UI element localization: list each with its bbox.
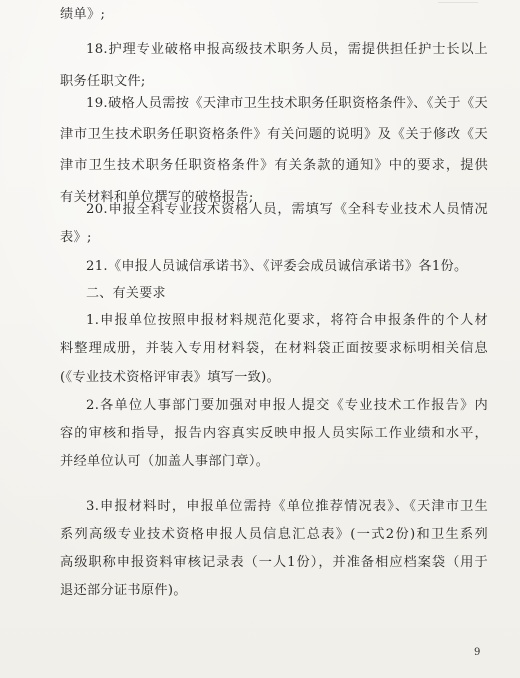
text-line: 系列高级专业技术资格申报人员信息汇总表》(一式2份)和卫生系列 (60, 527, 488, 542)
text-line: 18.护理专业破格申报高级技术职务人员，需提供担任护士长以上 (86, 42, 488, 57)
text-line: 20.申报全科专业技术资格人员，需填写《全科专业技术人员情况 (86, 202, 488, 217)
text-line: 津市卫生技术职务任职资格条件》有关问题的说明》及《关于修改《天 (60, 127, 488, 142)
text-line: 21.《申报人员诚信承诺书》、《评委会成员诚信承诺书》各1份。 (86, 259, 468, 274)
text-line: 绩单》; (60, 7, 106, 22)
text-line: 3.申报材料时，申报单位需持《单位推荐情况表》、《天津市卫生 (86, 499, 488, 514)
page-number: 9 (474, 647, 481, 658)
text-line: 容的审核和指导，报告内容真实反映申报人员实际工作业绩和水平， (60, 426, 488, 441)
text-line: 职务任职文件; (60, 74, 146, 89)
text-line: 19.破格人员需按《天津市卫生技术职务任职资格条件》、《关于《天 (86, 96, 488, 111)
text-line: 退还部分证书原件)。 (60, 583, 187, 598)
section-heading: 二、有关要求 (86, 286, 166, 301)
text-line: 料整理成册，并装入专用材料袋，在材料袋正面按要求标明相关信息 (60, 341, 488, 356)
text-line: 高级职称申报资料审核记录表（一人1份），并准备相应档案袋（用于 (60, 555, 488, 570)
text-line: 有关材料和单位撰写的破格报告; (60, 190, 254, 205)
text-line: 并经单位认可（加盖人事部门章）。 (60, 454, 270, 469)
text-line: 1.申报单位按照申报材料规范化要求，将符合申报条件的个人材 (86, 313, 488, 328)
text-line: (《专业技术资格评审表》填写一致)。 (60, 370, 281, 385)
text-line: 表》; (60, 230, 92, 245)
text-line: 2.各单位人事部门要加强对申报人提交《专业技术工作报告》内 (86, 398, 488, 413)
text-line: 津市卫生技术职务任职资格条件》有关条款的通知》中的要求，提供 (60, 158, 488, 173)
